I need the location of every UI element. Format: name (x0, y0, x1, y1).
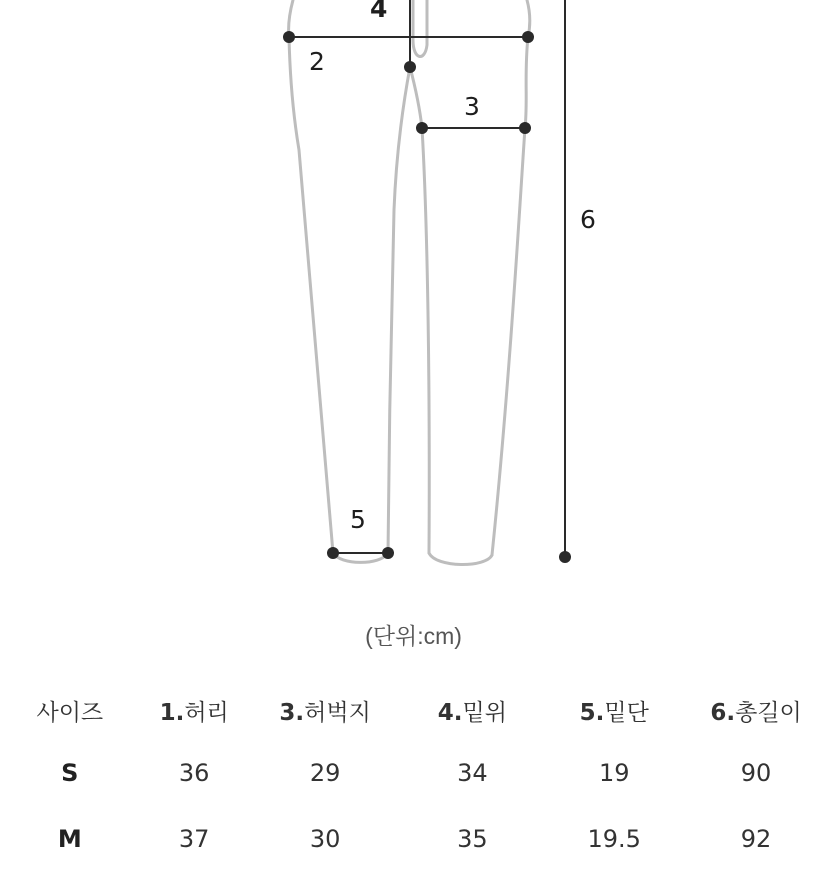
unit-note: (단위:cm) (365, 623, 462, 649)
rise-cell: 34 (457, 759, 488, 787)
thigh-cell: 29 (309, 759, 341, 787)
header-rise: 4.밑위 (437, 699, 507, 726)
length-cell: 92 (740, 825, 772, 853)
right-leg-inner-seam (410, 67, 429, 553)
left-leg-inner-seam (388, 67, 410, 553)
size-cell: S (61, 759, 79, 787)
left-hem-curve (333, 553, 388, 562)
waist-bottom-dot (404, 61, 416, 73)
size-cell: M (57, 825, 82, 853)
table-header-row (0, 680, 827, 740)
hem-cell: 19.5 (587, 825, 641, 853)
waist-label: 4 (370, 0, 388, 23)
waist-cell: 37 (178, 825, 210, 853)
hip-left-dot (283, 31, 295, 43)
hem-right-dot (382, 547, 394, 559)
left-leg-outer-seam (289, 0, 333, 553)
thigh-left-dot (416, 122, 428, 134)
header-waist: 1.허리 (159, 699, 229, 726)
thigh-cell: 30 (309, 825, 341, 853)
pants-outline (289, 0, 530, 565)
hip-right-dot (522, 31, 534, 43)
waist-cell: 36 (178, 759, 210, 787)
fly-placket (413, 0, 427, 56)
thigh-label: 3 (464, 92, 480, 121)
header-size: 사이즈 (36, 699, 104, 726)
hem-label: 5 (350, 505, 366, 534)
table-row (0, 806, 827, 872)
table-row (0, 740, 827, 806)
length-label: 6 (580, 205, 596, 234)
hip-label: 2 (309, 47, 325, 76)
right-leg-outer-seam (492, 0, 530, 555)
header-thigh: 3.허벅지 (279, 699, 371, 726)
header-hem: 5.밑단 (579, 699, 649, 726)
length-cell: 90 (740, 759, 772, 787)
header-length: 6.총길이 (710, 699, 802, 726)
hem-left-dot (327, 547, 339, 559)
length-bottom-dot (559, 551, 571, 563)
size-table (0, 680, 827, 872)
rise-cell: 35 (457, 825, 488, 853)
thigh-right-dot (519, 122, 531, 134)
hem-cell: 19 (598, 759, 630, 787)
right-hem-curve (429, 553, 492, 565)
